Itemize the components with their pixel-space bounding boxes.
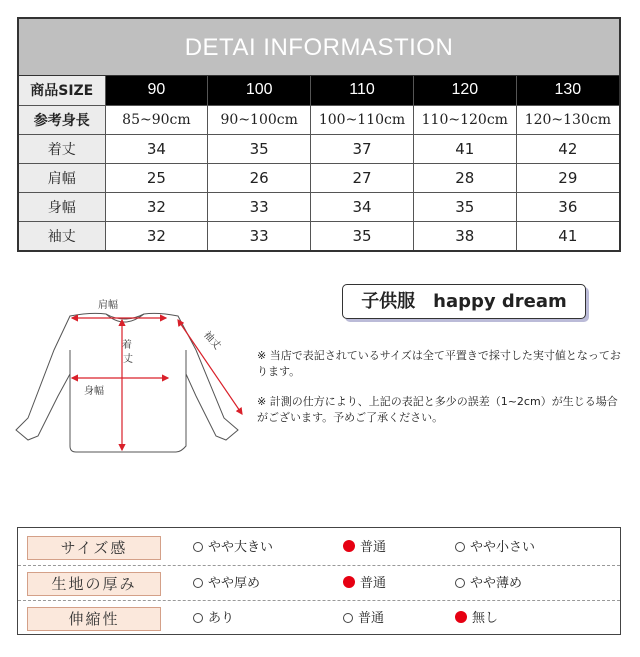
empty-circle-icon bbox=[193, 613, 203, 623]
table-row-sleeve bbox=[19, 221, 619, 250]
filled-circle-icon bbox=[455, 611, 467, 623]
option-slightly-small: やや小さい bbox=[455, 539, 535, 557]
option-normal: 普通 bbox=[343, 575, 386, 593]
row-label: 袖丈 bbox=[19, 221, 105, 250]
table-row-shoulder bbox=[19, 163, 619, 192]
size-90: 90 bbox=[105, 76, 208, 105]
table-cell: 32 bbox=[105, 192, 208, 221]
empty-circle-icon bbox=[193, 578, 203, 588]
table-cell: 29 bbox=[516, 163, 619, 192]
reference-height-row bbox=[19, 105, 619, 134]
table-row-length bbox=[19, 134, 619, 163]
option-slightly-large: やや大きい bbox=[193, 539, 273, 557]
table-cell: 120~130cm bbox=[516, 105, 619, 134]
empty-circle-icon bbox=[455, 542, 465, 552]
fit-evaluation-table bbox=[17, 527, 621, 635]
length-label-bottom: 丈 bbox=[123, 354, 133, 365]
table-cell: 28 bbox=[413, 163, 516, 192]
note-tolerance: ※ 計測の仕方により、上記の表記と多少の誤差（1~2cm）が生じる場合がございます。予めご了承ください。 bbox=[257, 395, 618, 424]
table-cell: 41 bbox=[413, 134, 516, 163]
eval-row-size-feel bbox=[18, 530, 620, 563]
sleeve-label: 袖丈 bbox=[201, 329, 223, 352]
table-cell: 100~110cm bbox=[311, 105, 414, 134]
table-cell: 41 bbox=[516, 221, 619, 250]
table-row-width bbox=[19, 192, 619, 221]
eval-row-stretch bbox=[18, 600, 620, 634]
eval-row-fabric-thickness bbox=[18, 565, 620, 599]
table-cell: 33 bbox=[208, 192, 311, 221]
filled-circle-icon bbox=[343, 540, 355, 552]
table-cell: 42 bbox=[516, 134, 619, 163]
size-100: 100 bbox=[208, 76, 311, 105]
table-cell: 110~120cm bbox=[413, 105, 516, 134]
option-slightly-thick: やや厚め bbox=[193, 575, 260, 593]
reference-height-label: 参考身長 bbox=[19, 105, 105, 134]
table-cell: 35 bbox=[413, 192, 516, 221]
table-cell: 32 bbox=[105, 221, 208, 250]
length-label-top: 着 bbox=[122, 340, 132, 351]
table-cell: 90~100cm bbox=[208, 105, 311, 134]
eval-label-stretch: 伸縮性 bbox=[27, 607, 161, 631]
size-header-row bbox=[19, 76, 619, 105]
note-measurement: ※ 当店で表記されているサイズは全て平置きで採寸した実寸値となっております。 bbox=[257, 349, 621, 378]
empty-circle-icon bbox=[343, 613, 353, 623]
option-slightly-thin: やや薄め bbox=[455, 575, 522, 593]
row-label: 肩幅 bbox=[19, 163, 105, 192]
option-normal: 普通 bbox=[343, 539, 386, 557]
table-cell: 85~90cm bbox=[105, 105, 208, 134]
size-table-title: DETAI INFORMASTION bbox=[19, 19, 619, 76]
size-grid bbox=[19, 76, 619, 250]
option-yes: あり bbox=[193, 610, 234, 628]
eval-label-size-feel: サイズ感 bbox=[27, 536, 161, 560]
size-120: 120 bbox=[413, 76, 516, 105]
row-label: 身幅 bbox=[19, 192, 105, 221]
size-header-label: 商品SIZE bbox=[19, 76, 105, 105]
eval-label-fabric-thickness: 生地の厚み bbox=[27, 572, 161, 596]
table-cell: 34 bbox=[105, 134, 208, 163]
size-110: 110 bbox=[311, 76, 414, 105]
table-cell: 26 bbox=[208, 163, 311, 192]
table-cell: 38 bbox=[413, 221, 516, 250]
table-cell: 25 bbox=[105, 163, 208, 192]
filled-circle-icon bbox=[343, 576, 355, 588]
size-table bbox=[17, 17, 621, 252]
size-notes bbox=[257, 348, 627, 440]
size-130: 130 bbox=[516, 76, 619, 105]
table-cell: 27 bbox=[311, 163, 414, 192]
table-cell: 35 bbox=[311, 221, 414, 250]
width-label: 身幅 bbox=[84, 386, 104, 397]
empty-circle-icon bbox=[455, 578, 465, 588]
garment-measurement-diagram bbox=[6, 290, 251, 460]
shoulder-label: 肩幅 bbox=[98, 300, 118, 311]
empty-circle-icon bbox=[193, 542, 203, 552]
table-cell: 35 bbox=[208, 134, 311, 163]
table-cell: 33 bbox=[208, 221, 311, 250]
table-cell: 34 bbox=[311, 192, 414, 221]
table-cell: 36 bbox=[516, 192, 619, 221]
option-none: 無し bbox=[455, 610, 498, 628]
row-label: 着丈 bbox=[19, 134, 105, 163]
table-cell: 37 bbox=[311, 134, 414, 163]
option-normal: 普通 bbox=[343, 610, 384, 628]
brand-label: 子供服 happy dream bbox=[342, 284, 586, 319]
